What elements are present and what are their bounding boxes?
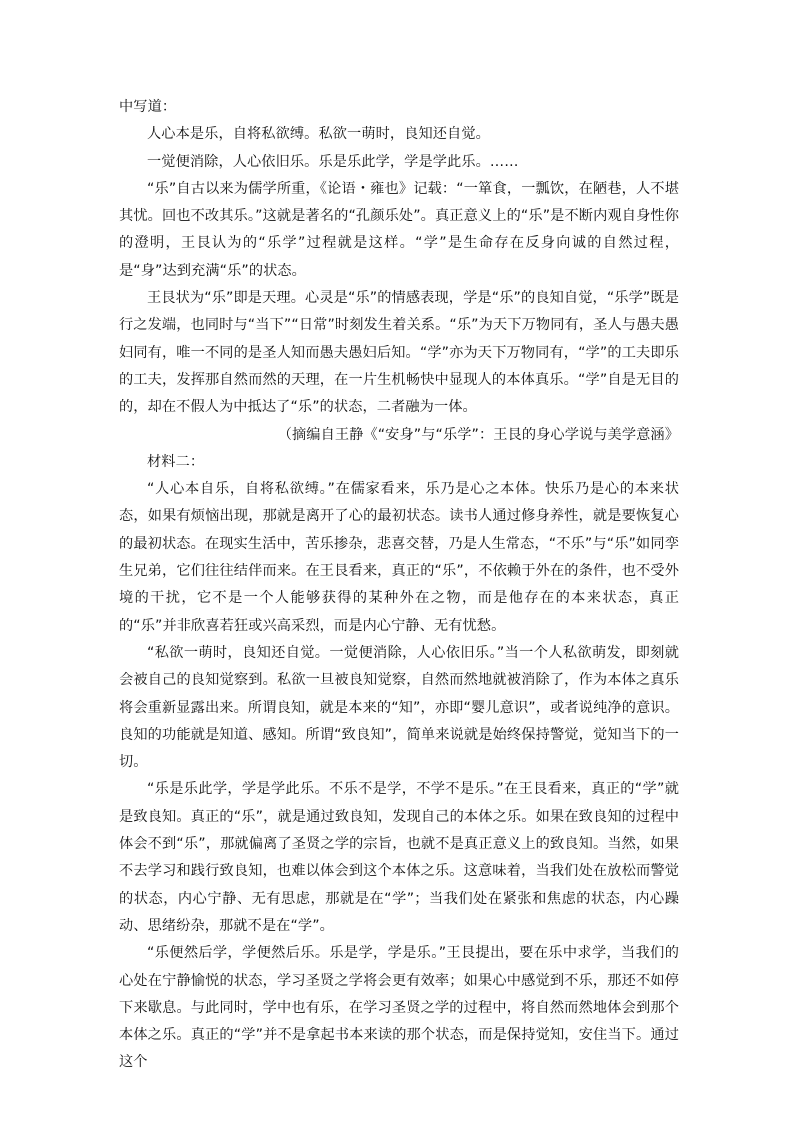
material2-paragraph-3: “乐是乐此学，学是学此乐。不乐不是学，不学不是乐。”在王艮看来，真正的“学”就是致良知。真正的“乐”，就是通过致良知，发现自己的本体之乐。如果在致良知的过程中体会不到“乐”，那就偏离了圣贤之学的宗旨，也就不是真正意义上的致良知。当然，如果不去学习和践行致良知，也难以体会到这个本体之乐。这意味着，当我们处在放松而警觉的状态，内心宁静、无有思虑，那就是在“学”；当我们处在紧张和焦虑的状态，内心躁动、思绪纷杂，那就不是在“学”。 bbox=[119, 781, 679, 934]
poem-line-1: 人心本是乐，自将私欲缚。私欲一萌时，良知还自觉。 bbox=[147, 126, 490, 143]
material2-paragraph-1: “人心本自乐，自将私欲缚。”在儒家看来，乐乃是心之本体。快乐乃是心的本来状态，如果有烦恼出现，那就是离开了心的最初状态。读书人通过修身养性，就是要恢复心的最初状态。在现实生活中，苦乐掺杂，悲喜交替，乃是人生常态，“不乐”与“乐”如同孪生兄弟，它们往往结伴而来。在王艮看来，真正的“乐”，不依赖于外在的条件，也不受外境的干扰，它不是一个人能够获得的某种外在之物，而是他存在的本来状态，真正的“乐”并非欣喜若狂或兴高采烈，而是内心宁静、无有忧愁。 bbox=[119, 481, 679, 634]
poem-line-2: 一觉便消除，人心依旧乐。乐是乐此学，学是学此乐。…… bbox=[147, 153, 519, 170]
document-body bbox=[119, 94, 679, 1077]
material2-heading: 材料二： bbox=[147, 453, 205, 470]
material2-paragraph-2: “私欲一萌时，良知还自觉。一觉便消除，人心依旧乐。”当一个人私欲萌发，即刻就会被自己的良知觉察到。私欲一旦被良知觉察，自然而然地就被消除了，作为本体之真乐将会重新显露出来。所谓良知，就是本来的“知”，亦即“婴儿意识”，或者说纯净的意识。良知的功能就是知道、感知。所谓“致良知”，简单来说就是始终保持警觉，觉知当下的一切。 bbox=[119, 644, 679, 771]
material2-paragraph-4: “乐便然后学，学便然后乐。乐是学，学是乐。”王艮提出，要在乐中求学，当我们的心处在宁静愉悦的状态，学习圣贤之学将会更有效率；如果心中感觉到不乐，那还不如停下来歇息。与此同时，学中也有乐，在学习圣贤之学的过程中，将自然而然地体会到那个本体之乐。真正的“学”并不是拿起书本来读的那个状态，而是保持觉知，安住当下。通过这个 bbox=[119, 945, 679, 1071]
source-citation: （摘编自王静《“安身”与“乐学”：王艮的身心学说与美学意涵》 bbox=[277, 426, 679, 443]
paragraph-wanggen-tianli: 王艮状为“乐”即是天理。心灵是“乐”的情感表现，学是“乐”的良知自觉，“乐学”既是行之发端，也同时与“当下”“日常”时刻发生着关系。“乐”为天下万物同有，圣人与愚夫愚妇同有，唯一不同的是圣人知而愚夫愚妇后知。“学”亦为天下万物同有，“学”的工夫即乐的工夫，发挥那自然而然的天理，在一片生机畅快中显现人的本体真乐。“学”自是无目的的，却在不假人为中抵达了“乐”的状态，二者融为一体。 bbox=[119, 290, 679, 416]
paragraph-intro-line: 中写道： bbox=[119, 99, 177, 115]
paragraph-kongyan: “乐”自古以来为儒学所重，《论语・雍也》记载：“一箪食，一瓢饮，在陋巷，人不堪其忧。回也不改其乐。”这就是著名的“孔颜乐处”。真正意义上的“乐”是不断内观自身性你的澄明，王艮认为的“乐学”过程就是这样。“学”是生命存在反身向诚的自然过程，是“身”达到充满“乐”的状态。 bbox=[119, 180, 679, 279]
